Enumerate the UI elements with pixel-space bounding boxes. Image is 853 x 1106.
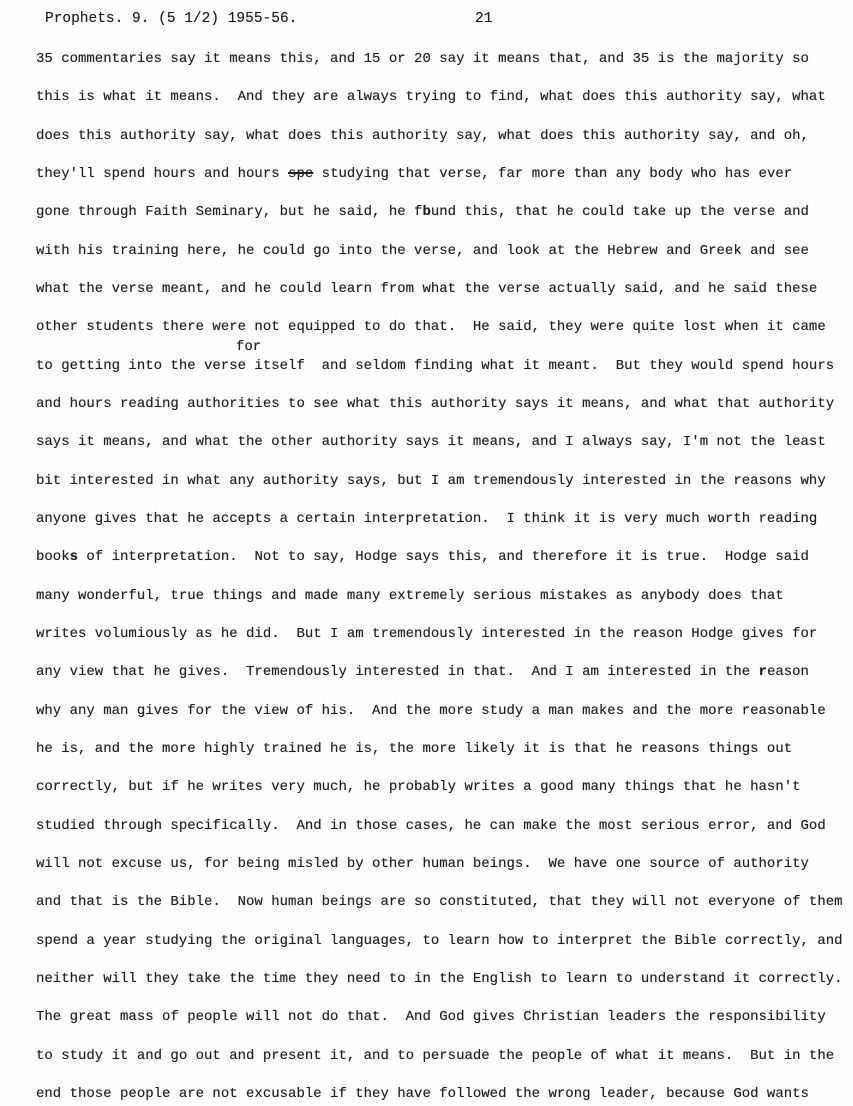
text-segment: eason <box>766 664 809 681</box>
text-line <box>36 155 851 193</box>
text-line <box>36 845 851 883</box>
text-segment: spend a year studying the original languages, to learn how to interpret the Bible correctly, and <box>36 932 843 949</box>
text-segment: end those people are not excusable if they have followed the wrong leader, because God wants <box>36 1085 809 1102</box>
text-segment: does this authority say, what does this authority say, what does this authority say, and oh, <box>36 127 809 144</box>
text-line <box>36 538 851 576</box>
text-segment: The great mass of people will not do that. And God gives Christian leaders the responsibility <box>36 1009 826 1026</box>
text-segment: und this, that he could take up the verse and <box>430 204 809 221</box>
text-segment: studied through specifically. And in those cases, he can make the most serious error, and God <box>36 817 826 834</box>
text-segment: studying that verse, far more than any body who has ever <box>313 165 793 182</box>
document-body <box>36 40 851 1106</box>
text-line <box>36 577 851 615</box>
page-number: 21 <box>475 11 493 27</box>
text-line <box>36 338 851 385</box>
text-line <box>36 692 851 730</box>
text-segment: this is what it means. And they are always trying to find, what does this authority say, what <box>36 89 826 106</box>
text-line <box>36 78 851 116</box>
text-line <box>36 998 851 1036</box>
text-line <box>36 922 851 960</box>
text-segment-strikethrough: spe <box>288 165 314 182</box>
text-line <box>36 500 851 538</box>
text-line <box>36 730 851 768</box>
text-segment-overstrike: b <box>422 204 431 221</box>
text-line <box>36 270 851 308</box>
text-segment: any view that he gives. Tremendously interested in that. And I am interested in the <box>36 664 759 681</box>
text-segment: neither will they take the time they need to in the English to learn to understand it correctly. <box>36 970 843 987</box>
text-line <box>36 40 851 78</box>
text-line <box>36 807 851 845</box>
text-segment: book <box>36 549 70 566</box>
text-segment: what the verse meant, and he could learn from what the verse actually said, and he said these <box>36 280 818 297</box>
text-line <box>36 423 851 461</box>
text-segment-bold: s <box>69 549 79 566</box>
text-segment: and that is the Bible. Now human beings are so constituted, that they will not everyone of them <box>36 894 843 911</box>
text-line <box>36 232 851 270</box>
text-line <box>36 462 851 500</box>
text-segment: other students there were not equipped to do that. He said, they were quite lost when it came <box>36 319 826 336</box>
text-segment: will not excuse us, for being misled by other human beings. We have one source of authority <box>36 855 809 872</box>
text-segment: with his training here, he could go into the verse, and look at the Hebrew and Greek and see <box>36 242 809 259</box>
text-segment: correctly, but if he writes very much, he probably writes a good many things that he hasn't <box>36 779 801 796</box>
text-line <box>36 960 851 998</box>
document-header-title: Prophets. 9. (5 1/2) 1955-56. <box>45 11 298 27</box>
text-line <box>36 615 851 653</box>
text-segment: to getting into the verse itself and seldom finding what it meant. But they would spend hours <box>36 357 835 374</box>
text-segment: why any man gives for the view of his. And the more study a man makes and the more reasonable <box>36 702 826 719</box>
text-segment: writes volumiously as he did. But I am tremendously interested in the reason Hodge gives for <box>36 625 818 642</box>
text-segment: and hours reading authorities to see what this authority says it means, and what that authority <box>36 395 835 412</box>
text-line <box>36 117 851 155</box>
text-segment: 35 commentaries say it means this, and 15 or 20 say it means that, and 35 is the majority so <box>36 51 809 67</box>
interlinear-insert: for <box>236 338 262 355</box>
text-line <box>36 385 851 423</box>
text-segment: to study it and go out and present it, and to persuade the people of what it means. But in the <box>36 1047 835 1064</box>
text-line <box>36 193 851 231</box>
text-segment: says it means, and what the other authority says it means, and I always say, I'm not the least <box>36 434 826 451</box>
text-line <box>36 883 851 921</box>
text-segment: they'll spend hours and hours <box>36 165 289 182</box>
text-segment-overstrike: r <box>758 664 767 681</box>
text-segment: gone through Faith Seminary, but he said, he f <box>36 204 423 221</box>
text-segment: bit interested in what any authority says, but I am tremendously interested in the reasons why <box>36 472 826 489</box>
text-line <box>36 1037 851 1075</box>
text-segment: anyone gives that he accepts a certain interpretation. I think it is very much worth reading <box>36 510 818 527</box>
text-line <box>36 308 851 346</box>
text-line <box>36 1075 851 1106</box>
text-segment: he is, and the more highly trained he is, the more likely it is that he reasons things out <box>36 740 793 757</box>
text-line <box>36 768 851 806</box>
text-line <box>36 653 851 691</box>
text-segment: of interpretation. Not to say, Hodge says this, and therefore it is true. Hodge said <box>78 549 809 566</box>
text-segment: many wonderful, true things and made many extremely serious mistakes as anybody does that <box>36 587 784 604</box>
